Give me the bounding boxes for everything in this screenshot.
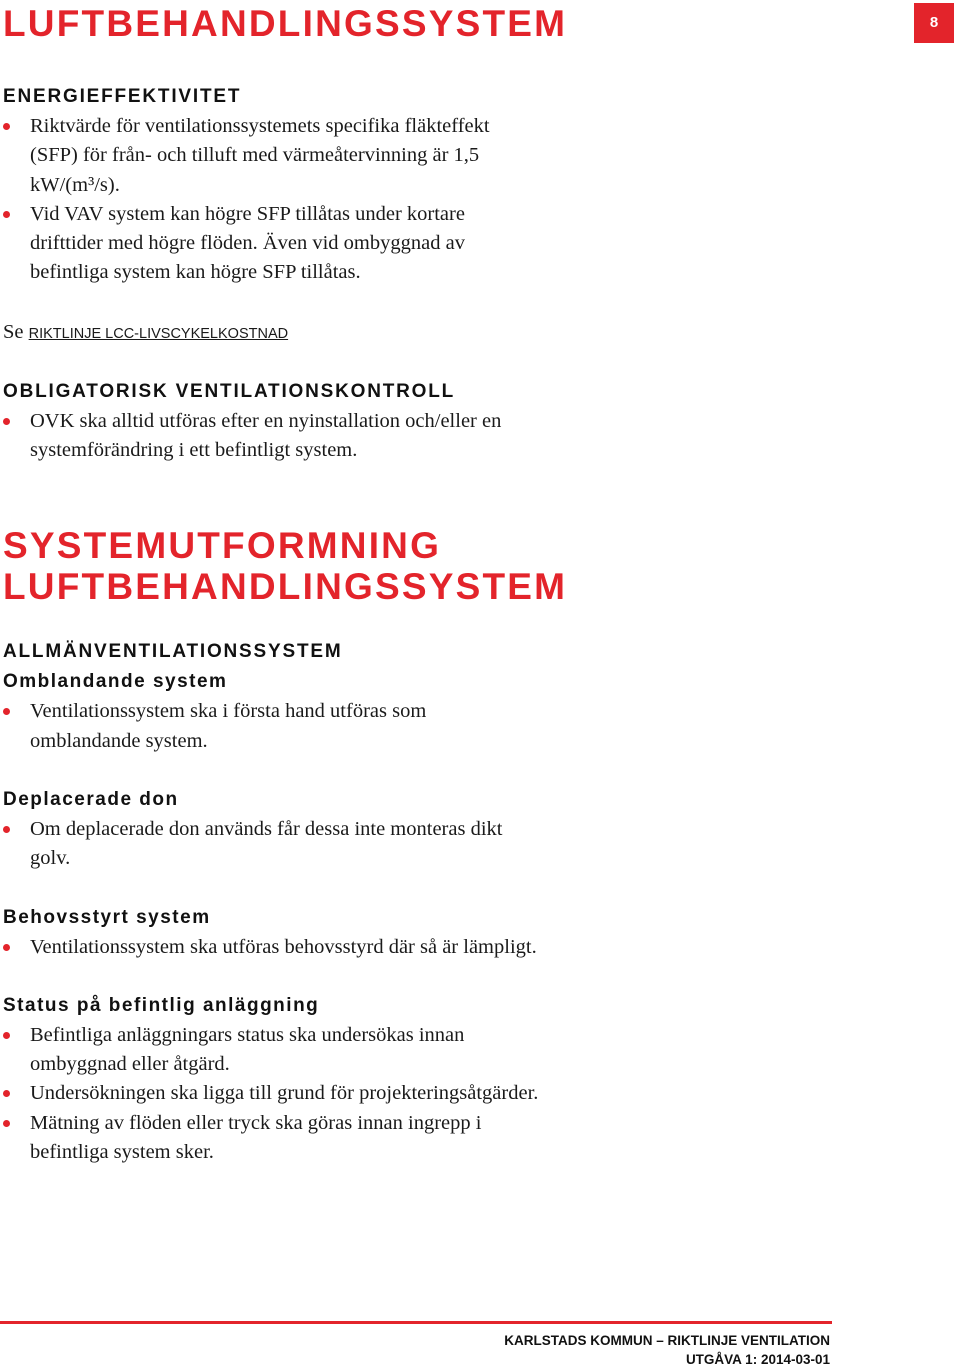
mixing-bullet-list (3, 697, 603, 756)
spacer (3, 607, 603, 637)
list-item: Ventilationssystem ska utföras behovsstyrd där så är lämpligt. (3, 933, 540, 962)
spacer (3, 874, 603, 903)
see-prefix: Se (3, 320, 24, 343)
ovk-bullet-list (3, 407, 603, 466)
section-heading-energy: ENERGIEFFEKTIVITET (3, 86, 242, 107)
page-number-badge: 8 (914, 3, 954, 43)
list-item: Om deplacerade don används får dessa inte monteras dikt golv. (3, 815, 540, 874)
list-item: Riktvärde för ventilationssystemets specifika fläkteffekt (SFP) för från- och tilluft med värmeåtervinning är 1,5 kW/(m³/s). (3, 112, 540, 200)
list-item: Undersökningen ska ligga till grund för projekteringsåtgärder. (3, 1079, 540, 1108)
spacer (3, 349, 603, 377)
section-heading-general-ventilation: ALLMÄNVENTILATIONSSYSTEM (3, 641, 343, 663)
list-item: Ventilationssystem ska i första hand utföras som omblandande system. (3, 697, 540, 756)
subheading-demand-controlled: Behovsstyrt system (3, 906, 211, 928)
list-item: OVK ska alltid utföras efter en nyinstallation och/eller en systemförändring i ett befintligt system. (3, 407, 540, 466)
page-title: LUFTBEHANDLINGSSYSTEM (3, 3, 568, 44)
subheading-displacement: Deplacerade don (3, 788, 179, 810)
spacer (3, 962, 603, 991)
subheading-mixing-system: Omblandande system (3, 671, 228, 693)
list-item: Vid VAV system kan högre SFP tillåtas under kortare drifttider med högre flöden. Även vid ombyggnad av befintliga system kan högre SFP tillåtas. (3, 200, 540, 288)
section-title-design-line2: LUFTBEHANDLINGSSYSTEM (3, 566, 568, 608)
section-heading-ovk: OBLIGATORISK VENTILATIONSKONTROLL (3, 380, 456, 402)
footer-divider (0, 1321, 832, 1324)
demand-bullet-list (3, 933, 603, 962)
existing-bullet-list (3, 1021, 603, 1167)
displacement-bullet-list (3, 815, 603, 874)
spacer (3, 288, 603, 318)
document-body (3, 82, 603, 1167)
list-item: Befintliga anläggningars status ska undersökas innan ombyggnad eller åtgärd. (3, 1021, 540, 1080)
footer-organization: KARLSTADS KOMMUN – RIKTLINJE VENTILATION (504, 1333, 830, 1348)
spacer (3, 756, 603, 785)
section-title-design-line1: SYSTEMUTFORMNING (3, 525, 442, 567)
footer-edition: UTGÅVA 1: 2014-03-01 (685, 1352, 830, 1367)
subheading-existing-status: Status på befintlig anläggning (3, 994, 320, 1016)
see-reference (3, 318, 603, 349)
lcc-guideline-link[interactable]: RIKTLINJE LCC-LIVSCYKELKOSTNAD (28, 325, 289, 342)
spacer (3, 465, 603, 525)
energy-bullet-list (3, 112, 603, 288)
list-item: Mätning av flöden eller tryck ska göras innan ingrepp i befintliga system sker. (3, 1109, 540, 1168)
